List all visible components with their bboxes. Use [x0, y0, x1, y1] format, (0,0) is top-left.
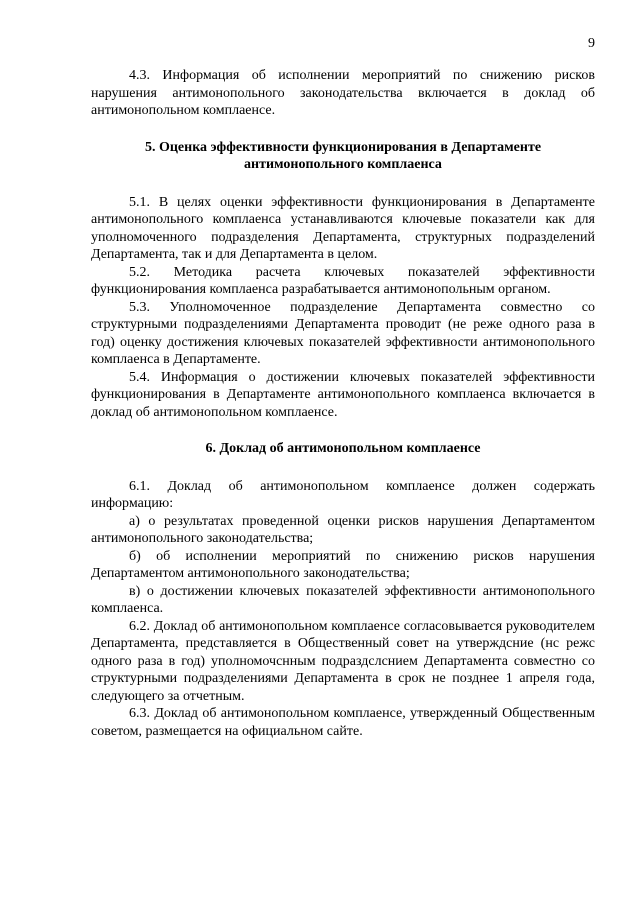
paragraph-6-1-a: а) о результатах проведенной оценки рисков нарушения Департаментом антимонопольного законодательства; [91, 513, 595, 546]
paragraph-6-1-c: в) о достижении ключевых показателей эффективности антимонопольного комплаенса. [91, 583, 595, 616]
paragraph-5-2: 5.2. Методика расчета ключевых показателей эффективности функционирования комплаенса разрабатывается антимонопольным органом. [91, 264, 595, 297]
page-number: 9 [588, 36, 595, 51]
page-content [91, 0, 595, 740]
paragraph-5-3: 5.3. Уполномоченное подразделение Департамента совместно со структурными подразделениями Департамента проводит (не реже одного раза в год) оценку достижения ключевых показателей эффективности антимонопольного комплаенса в Департаменте. [91, 299, 595, 367]
paragraph-6-2: 6.2. Доклад об антимонопольном комплаенсе согласовывается руководителем Департамента, представляется в Общественный совет на утверждсние (нс режс одного раза в год) уполномочснным подраздслснием Департамента совместно со структурными подразделениями Департамента в срок не позднее 1 апреля года, следующего за отчетным. [91, 618, 595, 704]
paragraph-6-1: 6.1. Доклад об антимонопольном комплаенсе должен содержать информацию: [91, 478, 595, 511]
paragraph-5-1: 5.1. В целях оценки эффективности функционирования в Департаменте антимонопольного комплаенса устанавливаются ключевые показатели как для уполномоченного подразделения Департамента, структурных подразделений Департамента, так и для Департамента в целом. [91, 194, 595, 262]
section-6-heading: 6. Доклад об антимонопольном комплаенсе [205, 441, 481, 456]
paragraph-6-1-b: б) об исполнении мероприятий по снижению рисков нарушения Департаментом антимонопольного законодательства; [91, 548, 595, 581]
paragraph-5-4: 5.4. Информация о достижении ключевых показателей эффективности функционирования в Департаменте антимонопольного комплаенса включается в доклад об антимонопольном комплаенсе. [91, 369, 595, 420]
section-5-heading: 5. Оценка эффективности функционирования в Департаменте антимонопольного комплаенса [144, 139, 542, 172]
paragraph-6-3: 6.3. Доклад об антимонопольном комплаенсе, утвержденный Общественным советом, размещается на официальном сайте. [91, 706, 595, 739]
paragraph-4-3: 4.3. Информация об исполнении мероприятий по снижению рисков нарушения антимонопольного законодательства включается в доклад об антимонопольном комплаенсе. [91, 68, 595, 118]
